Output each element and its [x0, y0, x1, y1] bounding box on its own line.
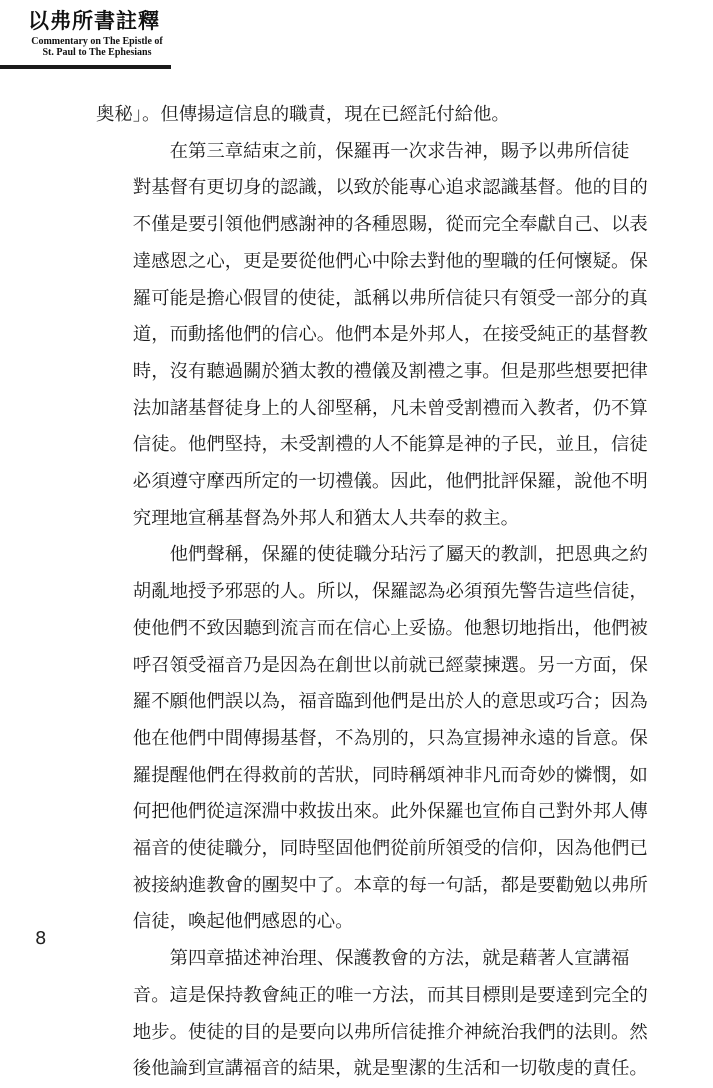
text-line: 呼召領受福音乃是因為在創世以前就已經蒙揀選。另一方面，保 — [132, 654, 648, 676]
body-text — [96, 97, 648, 1088]
text-line: 使他們不致因聽到流言而在信心上妥協。他懇切地指出，他們被 — [132, 617, 648, 639]
subtitle-line: Commentary on The Epistle of — [31, 36, 163, 47]
text-line: 時，沒有聽過關於猶太教的禮儀及割禮之事。但是那些想要把律 — [132, 360, 648, 382]
text-line: 在第三章結束之前，保羅再一次求告神，賜予以弗所信徒 — [169, 140, 630, 162]
text-line: 信徒，喚起他們感恩的心。 — [132, 911, 354, 933]
text-line: 羅提醒他們在得救前的苦狀，同時稱頌神非凡而奇妙的憐憫，如 — [132, 764, 648, 786]
text-line: 胡亂地授予邪惡的人。所以，保羅認為必須預先警告這些信徒， — [132, 581, 648, 603]
text-line: 奥秘」。但傳揚這信息的職責，現在已經託付給他。 — [96, 104, 510, 125]
header-rule — [0, 65, 171, 69]
text-line: 他們聲稱，保羅的使徒職分玷污了屬天的教訓，把恩典之約 — [169, 544, 648, 566]
text-line: 法加諸基督徒身上的人卻堅稱，凡未曾受割禮而入教者，仍不算 — [132, 397, 648, 419]
text-line: 信徒。他們堅持，未受割禮的人不能算是神的子民，並且，信徒 — [132, 434, 648, 456]
paragraph — [96, 97, 626, 134]
subtitle-line: St. Paul to The Ephesians — [42, 47, 152, 58]
text-line: 第四章描述神治理、保護教會的方法，就是藉著人宣講福 — [169, 948, 630, 970]
text-line: 被接納進教會的團契中了。本章的每一句話，都是要勸勉以弗所 — [132, 874, 648, 896]
text-line: 羅可能是擔心假冒的使徒，詆稱以弗所信徒只有領受一部分的真 — [132, 287, 648, 309]
running-header — [22, 8, 172, 58]
page-number: 8 — [35, 928, 47, 949]
text-line: 不僅是要引領他們感謝神的各種恩賜，從而完全奉獻自己、以表 — [132, 214, 648, 236]
text-line: 福音的使徒職分，同時堅固他們從前所領受的信仰，因為他們已 — [132, 838, 648, 860]
paragraph — [96, 941, 648, 1088]
text-line: 究理地宣稱基督為外邦人和猶太人共奉的救主。 — [132, 507, 520, 529]
text-line: 達感恩之心，更是要從他們心中除去對他的聖職的任何懷疑。保 — [132, 250, 648, 272]
paragraph — [96, 537, 648, 941]
text-line: 必須遵守摩西所定的一切禮儀。因此，他們批評保羅，說他不明 — [132, 471, 648, 493]
paragraph — [96, 134, 648, 538]
text-line: 羅不願他們誤以為，福音臨到他們是出於人的意思或巧合；因為 — [132, 691, 648, 713]
text-line: 對基督有更切身的認識，以致於能專心追求認識基督。他的目的 — [132, 177, 648, 199]
text-line: 何把他們從這深淵中救拔出來。此外保羅也宣佈自己對外邦人傳 — [132, 801, 648, 823]
book-title: 以弗所書註釋 — [28, 9, 160, 33]
text-line: 地步。使徒的目的是要向以弗所信徒推介神統治我們的法則。然 — [132, 1021, 648, 1043]
text-line: 後他論到宣講福音的結果，就是聖潔的生活和一切敬虔的責任。 — [132, 1058, 648, 1080]
text-line: 他在他們中間傳揚基督，不為別的，只為宣揚神永遠的旨意。保 — [132, 727, 648, 749]
text-line: 音。這是保持教會純正的唯一方法，而其目標則是要達到完全的 — [132, 984, 648, 1006]
book-subtitle — [22, 37, 172, 58]
text-line: 道，而動搖他們的信心。他們本是外邦人，在接受純正的基督教 — [132, 324, 648, 346]
